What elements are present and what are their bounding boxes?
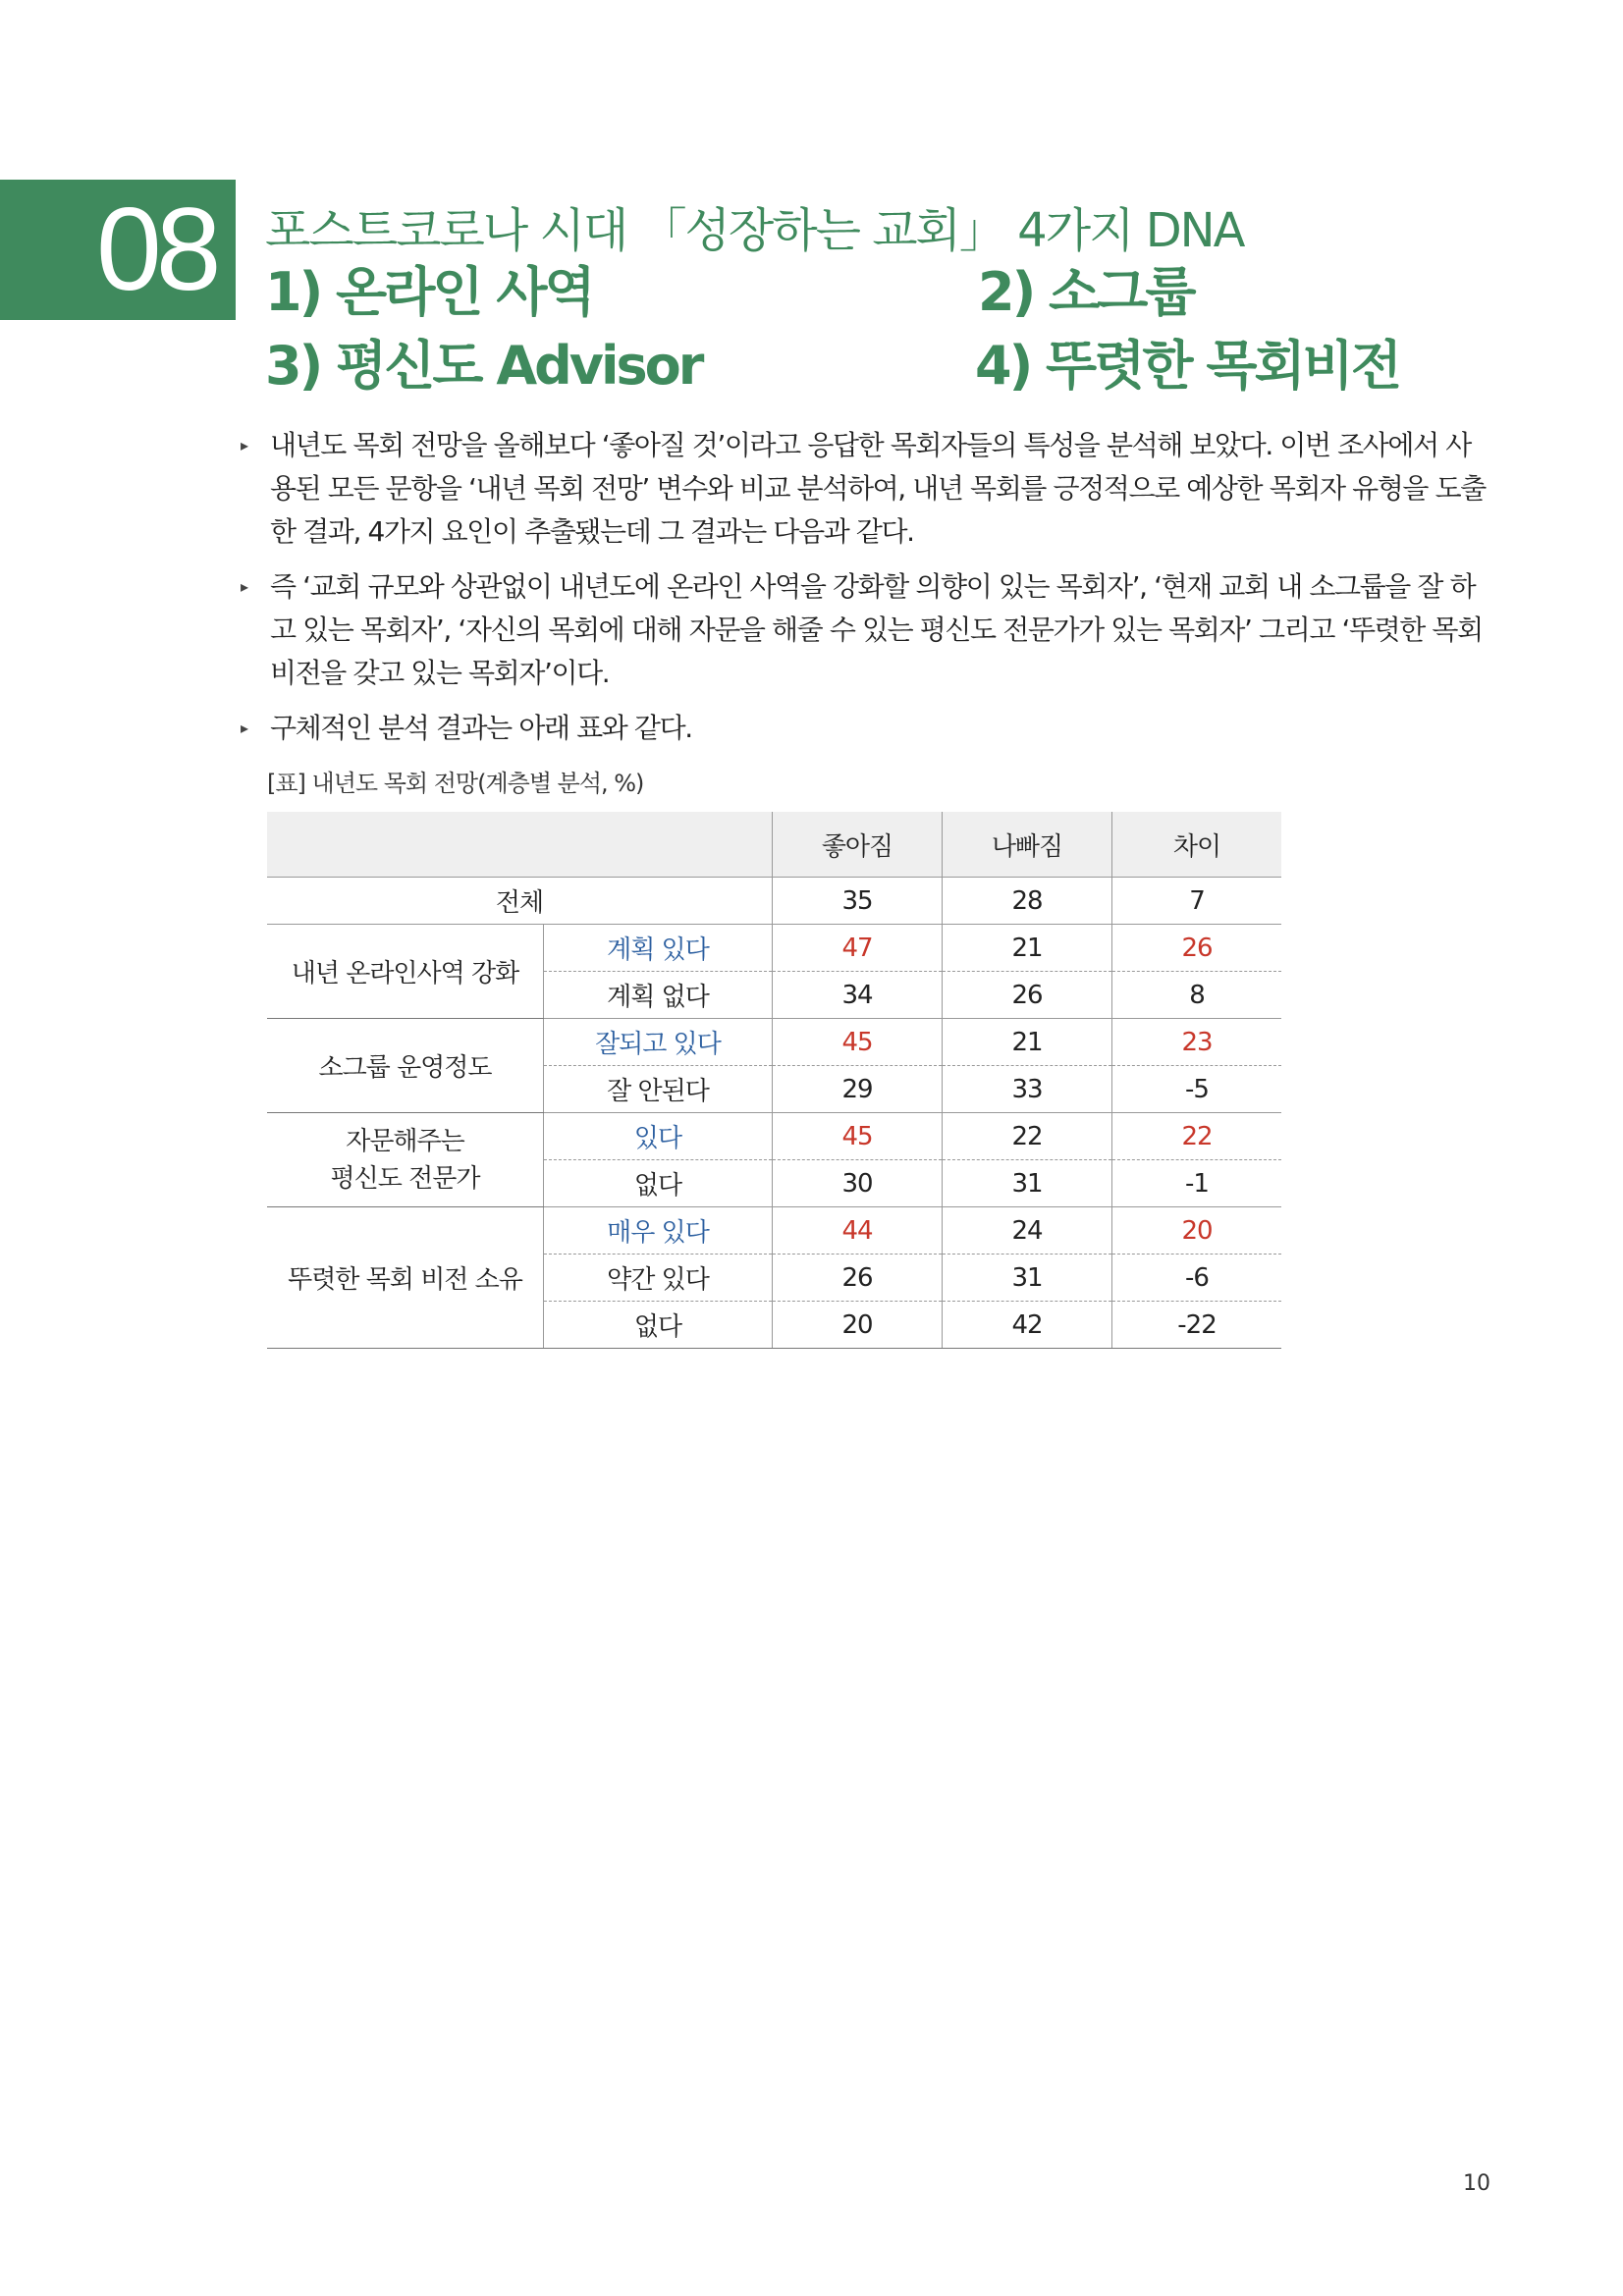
cell-diff: -22: [1112, 1302, 1282, 1349]
sub-label: 계획 없다: [544, 972, 773, 1019]
cell-diff: -6: [1112, 1255, 1282, 1302]
cell-better: 29: [773, 1066, 943, 1113]
group-label: [267, 1113, 544, 1207]
table-row: [267, 878, 1281, 925]
group-label-line1: 자문해주는: [346, 1126, 464, 1156]
header-blank: [267, 812, 773, 878]
cell-diff: -1: [1112, 1160, 1282, 1207]
sub-label: 약간 있다: [544, 1255, 773, 1302]
cell-worse: 33: [943, 1066, 1112, 1113]
cell-worse: 28: [943, 878, 1112, 925]
table-row: [267, 1019, 1281, 1066]
dna-item-1: 1) 온라인 사역: [265, 261, 593, 323]
table-row: [267, 925, 1281, 972]
dna-item-3: 3) 평신도 Advisor: [265, 335, 702, 397]
cell-diff: 7: [1112, 878, 1282, 925]
cell-better: 34: [773, 972, 943, 1019]
sub-label: 있다: [544, 1113, 773, 1160]
cell-better: 26: [773, 1255, 943, 1302]
cell-diff: 20: [1112, 1207, 1282, 1255]
dna-items-row-1: [265, 250, 1194, 326]
outlook-table: [267, 812, 1281, 1349]
group-label-line2: 평신도 전문가: [330, 1163, 480, 1194]
bullet-item: ▸ 구체적인 분석 결과는 아래 표와 같다.: [241, 707, 1486, 750]
section-number-block: [0, 180, 236, 320]
page-number: 10: [1463, 2171, 1490, 2196]
sub-label: 없다: [544, 1302, 773, 1349]
cell-worse: 21: [943, 1019, 1112, 1066]
cell-worse: 31: [943, 1255, 1112, 1302]
sub-label: 잘되고 있다: [544, 1019, 773, 1066]
cell-better: 35: [773, 878, 943, 925]
cell-diff: 8: [1112, 972, 1282, 1019]
bullet-item: ▸ 즉 ‘교회 규모와 상관없이 내년도에 온라인 사역을 강화할 의향이 있는 목회자’, ‘현재 교회 내 소그룹을 잘 하고 있는 목회자’, ‘자신의 목회에 대해 자문을 해줄 수 있는 평신도 전문가가 있는 목회자’ 그리고 ‘뚜렷한 목회 비전을 갖고 있는 목회자’이다.: [241, 565, 1486, 695]
cell-diff: 22: [1112, 1113, 1282, 1160]
dna-item-2: 2) 소그룹: [978, 261, 1194, 323]
cell-worse: 24: [943, 1207, 1112, 1255]
cell-better: 30: [773, 1160, 943, 1207]
table-row: [267, 1113, 1281, 1160]
cell-diff: 26: [1112, 925, 1282, 972]
cell-worse: 31: [943, 1160, 1112, 1207]
bullet-list: [241, 424, 1486, 762]
dna-item-4: 4) 뚜렷한 목회비전: [975, 335, 1399, 397]
header-worse: 나빠짐: [943, 812, 1112, 878]
cell-better: 47: [773, 925, 943, 972]
cell-worse: 22: [943, 1113, 1112, 1160]
section-title: 포스트코로나 시대 「성장하는 교회」 4가지 DNA: [265, 203, 1244, 258]
table-row: [267, 1207, 1281, 1255]
table-header-row: [267, 812, 1281, 878]
header-better: 좋아짐: [773, 812, 943, 878]
header-diff: 차이: [1112, 812, 1282, 878]
cell-better: 45: [773, 1019, 943, 1066]
table-caption: [표] 내년도 목회 전망(계층별 분석, %): [267, 770, 644, 797]
cell-worse: 26: [943, 972, 1112, 1019]
row-label: 전체: [267, 878, 773, 925]
section-number: 08: [96, 184, 216, 315]
cell-worse: 42: [943, 1302, 1112, 1349]
bullet-item: ▸ 내년도 목회 전망을 올해보다 ‘좋아질 것’이라고 응답한 목회자들의 특성을 분석해 보았다. 이번 조사에서 사용된 모든 문항을 ‘내년 목회 전망’ 변수와 비교 분석하여, 내년 목회를 긍정적으로 예상한 목회자 유형을 도출한 결과, 4가지 요인이 추출됐는데 그 결과는 다음과 같다.: [241, 424, 1486, 554]
sub-label: 매우 있다: [544, 1207, 773, 1255]
cell-diff: -5: [1112, 1066, 1282, 1113]
sub-label: 잘 안된다: [544, 1066, 773, 1113]
group-label: 뚜렷한 목회 비전 소유: [267, 1207, 544, 1349]
group-label: 소그룹 운영정도: [267, 1019, 544, 1113]
sub-label: 계획 있다: [544, 925, 773, 972]
sub-label: 없다: [544, 1160, 773, 1207]
cell-better: 44: [773, 1207, 943, 1255]
cell-diff: 23: [1112, 1019, 1282, 1066]
dna-items-row-2: [265, 324, 1399, 400]
cell-better: 20: [773, 1302, 943, 1349]
cell-worse: 21: [943, 925, 1112, 972]
group-label: 내년 온라인사역 강화: [267, 925, 544, 1019]
cell-better: 45: [773, 1113, 943, 1160]
